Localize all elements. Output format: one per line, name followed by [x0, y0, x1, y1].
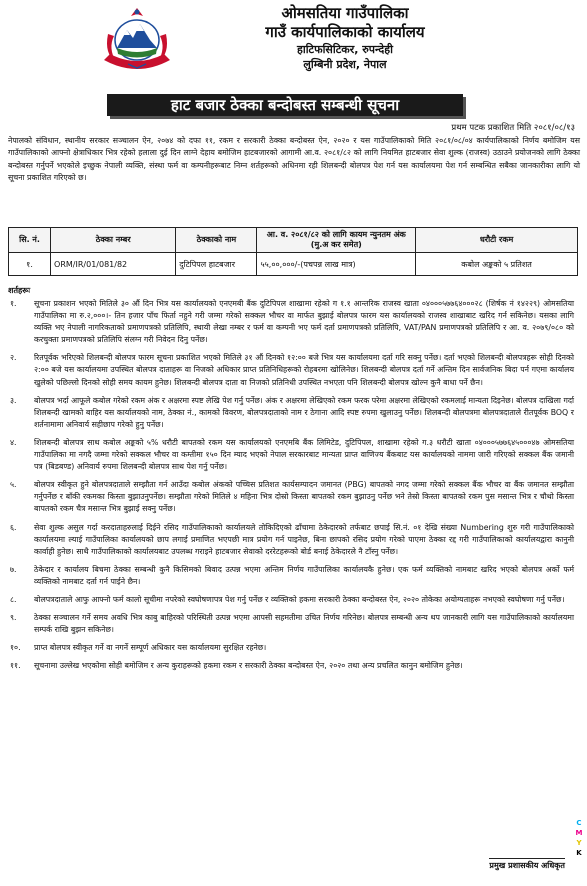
list-item [8, 479, 574, 515]
condition-text: रितपूर्वक भरिएको शिलबन्दी बोलपत्र फारम सूचना प्रकाशित भएको मितिले ३१ औं दिनको १२:०० बजे भित्र यस कार्यालयमा दर्ता गरि सक्नु पर्नेछ। दर्ता भएको शिलबन्दी बोलपत्रहरू सोही दिनको २:०० बजे यस कार्यालयमा उपस्थित बोलपत्र दाताहरू वा निजको अधिकार प्राप्त प्रतिनिधिहरूको रोहबरमा खोलिनेछ। शिलबन्दी बोलपत्र दर्ता गर्ने अन्तिम दिन सार्वजनिक बिदा पर्न गएमा कार्यालय खुलेको पछिल्लो दिनको सोही समय कायम हुनेछ। शिलबन्दी बोलपत्र दाता वा निजको प्रतिनिधी उपस्थित नभएता पनि शिलबन्दी बोलपत्र खोल्न कुनै बाधा पर्ने छैन। [34, 353, 574, 387]
list-item [8, 352, 574, 388]
condition-number: १०. [10, 643, 21, 653]
cell-tender-name: दुटिपिपल हाटबजार [176, 253, 257, 276]
condition-number: ६. [10, 522, 17, 532]
condition-number: ९. [10, 613, 17, 623]
condition-number: ७. [10, 564, 17, 574]
col-header-tender-number: ठेक्का नम्बर [51, 228, 176, 253]
condition-text: बोलपत्रदाताले आफु आफ्नो फर्म कालो सूचीमा नपरेको स्वघोषणापत्र पेश गर्नु पर्नेछ र व्यक्तिको हकमा सरकारी ठेक्का बन्दोबस्त ऐन, २०२० तोकेका अयोग्यताहरू नभएको स्वघोषणा गर्नु पर्नेछ। [34, 594, 565, 604]
condition-text: प्राप्त बोलपत्र स्वीकृत गर्ने वा नगर्ने सम्पूर्ण अधिकार यस कार्यालयमा सुरक्षित रहनेछ। [34, 643, 267, 653]
conditions-heading: शर्तहरूः [8, 286, 31, 295]
list-item [8, 564, 574, 588]
cell-sn: १. [9, 253, 51, 276]
tender-table [8, 227, 578, 276]
province-country: लुम्बिनी प्रदेश, नेपाल [303, 58, 387, 71]
list-item [8, 522, 574, 558]
list-item [8, 437, 574, 473]
cell-minimum-amount: ५५,००,०००/-(पचपन्न लाख मात्र) [257, 253, 416, 276]
condition-text: सेवा शुल्क असुल गर्दा करदाताहरुलाई दिईने रसिद गाउँपालिकाको कार्यालयले तोकिदिएको ढाँचामा ठेकेदारको तर्फबाट छपाई सि.नं. ०१ देखि संख्या Numbering शुरु गरी गाउँपालिकाको कार्यालयमा ल्याई गाउँपालिका कार्यालयको छाप लगाई प्रमाणित भएपछी मात्र प्रयोग गर्न पाइनेछ, बिना छापको रसिद प्रयोग गरेको पाएमा ठेक्का रद्द गरी गाउँपालिकाको कार्यालयद्वारा कानुनी कार्वाही हुनेछ। साथै गाउँपालिकाको कार्यालयबाट उपलब्ध गराइने हाटबजार सेवाको दररेटहरूको बोर्ड बनाई ठेकेदारले नै टाँस्नु पर्नेछ। [34, 522, 574, 556]
intro-paragraph: नेपालको संविधान, स्थानीय सरकार सञ्चालन ऐन, २०७४ को दफा ११, रकम र सरकारी ठेक्का बन्दोबस्त ऐन, २०२० र यस गाउँपालिकाको मिति २०८१/०८/०४ कार्यपालिकाको निर्णय बमोजिम यस गाउँपालिकाको आफ्नो क्षेत्राधिकार भित्र रहेको हलाला दुई दिन लाग्ने देहाय बमोजिम हाटबजारको आगामी आ.व. २०८१/८२ को लागि नियमित हाटबजार सेवा शुल्क (राजस्व) उठाउने प्रयोजनको लागि ठेक्का बन्दोबस्त गर्नुपर्ने भएकोले इच्छुक नेपाली व्यक्ति, संस्था फर्म वा कम्पनीहरूबाट निम्न शर्तहरूको अधिनमा रही शिलबन्दी बोलपत्र पेश गर्न यस कार्यालयमा पेश गर्न सम्बन्धित सबैका जानकारीका लागि यो सूचना प्रकाशित गरिएको छ। [8, 136, 580, 182]
condition-text: बोलपत्र स्वीकृत हुने बोलपत्रदाताले सम्झौता गर्न आउँदा कबोल अंकको पच्चिस प्रतिशत कार्यसम्पादन जमानत (PBG) बापतको नगद जम्मा गरेको सक्कल बैंक भौचर वा बैंक जमानत सम्झौता गर्नुपर्नेछ र बाँकी रकमका किस्ता बुझाउनुपर्नेछ। सम्झौता गरेको मितिले ४ महिना भित्र दोस्रो किस्ता बापतको रकम बुझाउनु पर्नेछ भने तेस्रो किस्ता बापतको रकम पुस मसान्त भित्र र चौथो किस्ता बापतको रकम चैत्र मसान्त भित्र बुझाई सक्नु पर्नेछ। [34, 480, 574, 514]
table-row [9, 253, 578, 276]
condition-number: ११. [10, 661, 21, 671]
condition-number: ३. [10, 395, 17, 405]
nepal-emblem-icon [98, 4, 176, 76]
condition-text: बोलपत्र भर्दा आफूले कबोल गरेको रकम अंक र अक्षरमा स्पष्ट लेखि पेश गर्नु पर्नेछ। अंक र अक्षरमा लेखिएको रकम फरक परेमा अक्षरमा लेखिएको रकमलाई मान्यता दिइनेछ। बोलपत्र दाखिला गर्दा शिलबन्दी खामको बाहिर यस कार्यालयको नाम, ठेक्का नं., कामको विवरण, बोलपत्रदाताको नाम र ठेगाना आदि स्पष्ट रुपमा खुलाउनु पर्नेछ। शिलबन्दी बोलपत्रमा बोलपत्रदाताले रीतपूर्वक BOQ र शर्तनामामा अनिवार्य सहीछाप गरेको हुनु पर्नेछ। [34, 395, 574, 429]
cmyk-mark: M [575, 829, 583, 837]
cmyk-mark: C [576, 819, 582, 827]
cmyk-mark: K [576, 849, 582, 857]
list-item [8, 594, 574, 606]
office-header [180, 4, 510, 72]
condition-number: ५. [10, 480, 17, 490]
condition-number: ४. [10, 437, 17, 447]
signatory-title: प्रमुख प्रशासकीय अधिकृत [489, 858, 565, 871]
condition-text: शिलबन्दी बोलपत्र साथ कबोल अङ्कको ५% धरौटी बापतको रकम यस कार्यालयको एनएमबि बैंक लिमिटेड, दुटिपिपल, शाखामा रहेको ग.३ धरौटी खाता ०४०००५७७६४५०००४७ ओमसतिया गाउँपालिका मा नगदै जम्मा गरेको सक्कल भौचर वा कम्तीमा १५० दिन म्याद भएको नेपाल सरकारबाट मान्यता प्राप्त वाणिज्य बैंकबाट यस कार्यालयको नाममा जारी गरिएको सक्कल बैंक जमानी पत्र (बिडबण्ड) अनिवार्य रुपमा शिलबन्दी बोलपत्र साथ पेश गर्नु पर्नेछ। [34, 437, 574, 472]
cmyk-registration-marks [575, 818, 583, 858]
municipality-name: ओमसतिया गाउँपालिका [281, 4, 409, 22]
list-item [8, 660, 574, 672]
list-item [8, 395, 574, 431]
condition-text: सूचना प्रकाशन भएको मितिले ३० औं दिन भित्र यस कार्यालयको एनएमबी बैंक दुटिपिपल शाखामा रहेको ग १.१ आन्तरिक राजस्व खाता ०४०००५७७६४०००२८ (शिर्षक नं १४२२९) ओमसतिया गाउँपालिका मा रु.२,०००।- तिन हजार पाँच फिर्ता नहुने गरी जम्मा गरेको सक्कल भौचर वा मार्फत बुझाई बोलपत्र फारम यस कार्यालयको राजस्व शाखाबाट खरिद गर्न सकिनेछ। यसका लागि व्यक्ति भए नेपाली नागरिकताको प्रमाणपत्रको प्रतिलिपि, स्थायी लेखा नम्बर र फर्म वा कम्पनी भए फर्म दर्ता प्रमाणपत्रको प्रतिलिपि, VAT/PAN प्रमाणपत्रको प्रतिलिपि र आ. व. २०७९/०८० को करचुक्ता प्रमाणपत्रको प्रतिलिपि संलग्न गरी निवेदन दिनु पर्नेछ। [34, 299, 574, 345]
condition-number: ८. [10, 594, 17, 604]
cmyk-mark: Y [576, 839, 582, 847]
list-item [8, 642, 574, 654]
conditions-list [8, 298, 574, 678]
office-name: गाउँ कार्यपालिकाको कार्यालय [265, 23, 425, 41]
col-header-minimum-amount: आ. व. २०८१/८२ को लागि कायम न्युनतम अंक (मु.अ कर समेत) [257, 228, 416, 253]
condition-number: १. [10, 299, 17, 308]
col-header-sn: सि. नं. [9, 228, 51, 253]
condition-text: ठेक्का सञ्चालन गर्ने समय अवधि भित्र काबु बाहिरको परिस्थिती उत्पन्न भएमा आपसी सहमतीमा उचित निर्णय गरिनेछ। बोलपत्र सम्बन्धी अन्य थप जानकारी लागि यस गाउँपालिकाको कार्यालयमा सम्पर्क राखि बुझन सकिनेछ। [34, 613, 574, 635]
condition-text: सूचनामा उल्लेख भएकोमा सोही बमोजिम र अन्य कुराहरूको हकमा रकम र सरकारी ठेक्का बन्दोबस्त ऐन, २०२० तथा अन्य प्रचलित कानुन बमोजिम हुनेछ। [34, 661, 463, 671]
cell-deposit: कबोल अङ्कको ५ प्रतिशत [416, 253, 578, 276]
cell-tender-number: ORM/IR/01/081/82 [51, 253, 176, 276]
list-item [8, 298, 574, 346]
condition-text: ठेकेदार र कार्यालय बिचमा ठेक्का सम्बन्धी कुनै किसिमको बिवाद उत्पन्न भएमा अन्तिम निर्णय गाउँपालिका कार्यालयकै हुनेछ। एक फर्म व्यक्तिको नामबाट खरिद भएको बोलपत्र अर्को फर्म व्यक्तिको नामबाट दर्ता गर्न पाईने छैन। [34, 564, 574, 586]
table-header-row [9, 228, 578, 253]
list-item [8, 612, 574, 636]
office-address: हाटिफसिटिकर, रुपन्देही [297, 43, 393, 56]
notice-title: हाट बजार ठेक्का बन्दोबस्त सम्बन्धी सूचना [107, 94, 463, 116]
publication-date: प्रथम पटक प्रकाशित मिति २०८१/०८/१३ [451, 123, 575, 133]
condition-number: २. [10, 353, 17, 363]
col-header-tender-name: ठेक्काको नाम [176, 228, 257, 253]
col-header-deposit: धरौटी रकम [416, 228, 578, 253]
